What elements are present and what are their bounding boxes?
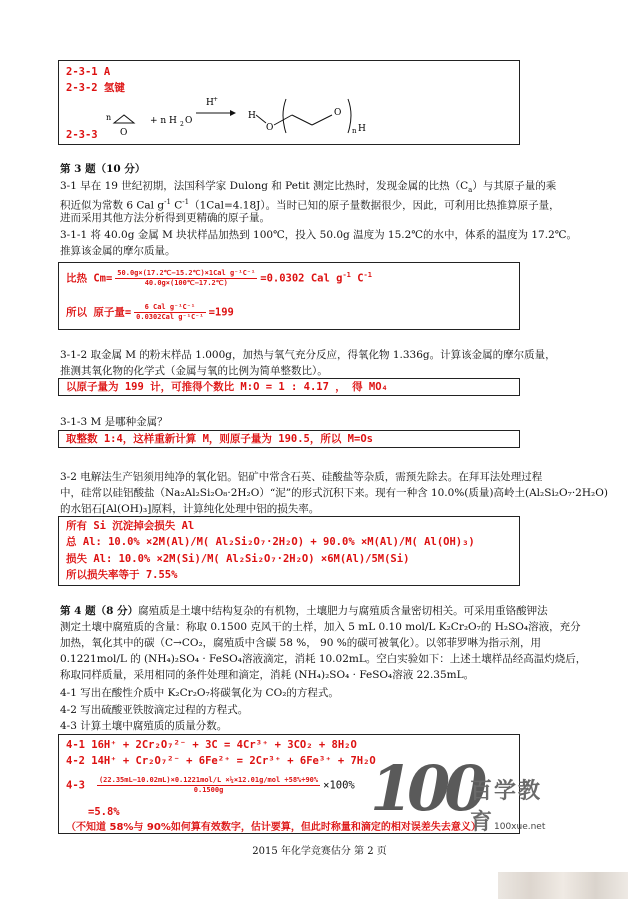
q32-p3: 的水铝石[Al(OH)₃]原料，计算纯化处理中铝的损失率。 <box>60 503 320 515</box>
q4-1-question: 4-1 写出在酸性介质中 K₂Cr₂O₇将碳氧化为 CO₂的方程式。 <box>60 687 339 699</box>
answer-4-3: 4-3 $\frac{\text{(22.35mL−10.02mL)×0.1221mol/L ×¼×12.01g/mol ÷58\%÷90\%}}{0.1500g}$ ×100% <box>66 776 355 794</box>
q4-p5: 称取同样质量，采用相同的条件处理和滴定，消耗 (NH₄)₂SO₄ · FeSO₄溶液 22.35mL。 <box>60 669 475 681</box>
q3-p2: 积近似为常数 6 Cal $g^{-1}$ $C^{-1}(1Cal=4.18J)$。当时已知的原子量数据很少，因此，可利用比热推算原子量， <box>60 198 560 212</box>
answer-3-1-3: 取整数 1:4，这样重新计算 M，则原子量为 190.5，所以 M=Os <box>66 433 373 445</box>
polymerization-equation <box>100 93 420 145</box>
svg-text:O: O <box>185 116 193 126</box>
page-footer: 2015 年化学竞赛估分 第 2 页 <box>252 846 387 857</box>
svg-text:+: + <box>213 96 219 103</box>
q313-p1: 3-1-3 M 是哪种金属？ <box>60 416 168 428</box>
q3-p3: 进而采用其他方法分析得到更精确的原子量。 <box>60 212 270 224</box>
q4-p4: 0.1221mol/L 的 (NH₄)₂SO₄ · FeSO₄溶液滴定，消耗 10.02mL。空白实验如下：上述土壤样品经高温灼烧后， <box>60 653 587 665</box>
svg-text:H: H <box>358 124 366 134</box>
answer-3-2-line3: 损失 Al: 10.0% ×2M(Si)/M( Al₂Si₂O₇·2H₂O) ×6M(Al)/5M(Si) <box>66 553 410 565</box>
answer-3-1-1-line1: 比热 Cm= $\frac{\text{50.0g×(17.2℃−15.2℃)×1Cal g⁻¹C⁻¹}}{40.0g\times(100℃-17.2℃)}$ =0.0302 Cal $g^{-1}$ $C^{-1}$ <box>66 269 372 287</box>
answer-3-1-2: 以原子量为 199 计，可推得个数比 M:O = 1 : 4.17 ， 得 MO₄ <box>66 381 388 393</box>
answer-4-1: 4-1 16H⁺ + 2Cr₂O₇²⁻ + 3C = 4Cr³⁺ + 3CO₂ + 8H₂O <box>66 739 357 751</box>
q4-p2: 测定土壤中腐殖质的含量：称取 0.1500 克风干的土样，加入 5 mL 0.10 mol/L K₂Cr₂O₇的 H₂SO₄溶液，充分 <box>60 621 581 633</box>
answer-2-3-1: 2-3-1 A <box>66 66 111 78</box>
q3-p5: 推算该金属的摩尔质量。 <box>60 245 176 257</box>
logo-url: 100xue.net <box>494 822 546 832</box>
q4-3-question: 4-3 计算土壤中腐殖质的质量分数。 <box>60 720 228 732</box>
q4-title: 第 4 题（8 分） <box>60 605 139 617</box>
answer-2-3-2: 2-3-2 氢键 <box>66 82 125 94</box>
logo-number: 100 <box>370 752 482 825</box>
svg-text:O: O <box>266 123 274 133</box>
answer-3-2-line1: 所有 Si 沉淀掉会损失 Al <box>66 520 195 532</box>
svg-text:n: n <box>352 127 357 135</box>
answer-4-3-result: =5.8% <box>88 806 120 818</box>
q4-p3: 加热，氧化其中的碳（C→CO₂，腐殖质中含碳 58 %， 90 %的碳可被氧化）。以邻菲罗啉为指示剂，用 <box>60 637 541 649</box>
water-text: + n H <box>150 116 177 126</box>
answer-3-2-line4: 所以损失率等于 7.55% <box>66 569 178 581</box>
watermark-logo <box>364 752 564 842</box>
q32-p1: 3-2 电解法生产铝须用纯净的氧化铝。铝矿中常含石英、硅酸盐等杂质，需预先除去。在拜耳法处理过程 <box>60 471 543 483</box>
svg-text:2: 2 <box>180 121 184 128</box>
q32-p2: 中，硅常以硅铝酸盐（Na₂Al₂Si₂O₈·2H₂O）“泥”的形式沉积下来。现有一种含 10.0%(质量)高岭土(Al₂Si₂O₇·2H₂O) <box>60 487 608 499</box>
q4-2-question: 4-2 写出硫酸亚铁胺滴定过程的方程式。 <box>60 704 249 716</box>
corner-blur <box>498 872 628 899</box>
q4-p1: 第 4 题（8 分）腐殖质是土壤中结构复杂的有机物，土壤肥力与腐殖质含量密切相关。可采用重铬酸钾法 <box>60 605 548 617</box>
svg-text:O: O <box>334 108 342 118</box>
q3-title: 第 3 题（10 分） <box>60 163 146 175</box>
answer-3-1-1-line2: 所以 原子量= $\frac{\text{6 Cal g⁻¹C⁻¹}}{\text{0.0302Cal g⁻¹C⁻¹}}$ =199 <box>66 303 234 321</box>
answer-4-2: 4-2 14H⁺ + Cr₂O₇²⁻ + 6Fe²⁺ = 2Cr³⁺ + 6Fe³⁺ + 7H₂O <box>66 755 376 767</box>
logo-chinese-name: 百学教育 <box>470 779 543 835</box>
catalyst-label: H <box>206 98 214 108</box>
answer-3-2-line2: 总 Al: 10.0% ×2M(Al)/M( Al₂Si₂O₇·2H₂O) + 90.0% ×M(Al)/M( Al(OH)₃) <box>66 536 475 548</box>
svg-text:H: H <box>248 111 256 121</box>
n-coefficient: n <box>106 113 112 122</box>
q312-p2: 推测其氧化物的化学式（金属与氧的比例为简单整数比）。 <box>60 365 328 377</box>
q3-p4: 3-1-1 将 40.0g 金属 M 块状样品加热到 100℃，投入 50.0g 温度为 15.2℃的水中，体系的温度为 17.2℃。 <box>60 229 578 241</box>
epoxide-o: O <box>120 128 128 138</box>
answer-2-3-3-label: 2-3-3 <box>66 129 98 141</box>
answer-4-3-note: （不知道 58%与 90%如何算有效数字，估计要算，但此时称量和滴定的相对误差失去意义） <box>66 822 481 833</box>
q312-p1: 3-1-2 取金属 M 的粉末样品 1.000g，加热与氧气充分反应，得氧化物 1.336g。计算该金属的摩尔质量， <box>60 349 556 361</box>
q3-p1: 3-1 早在 19 世纪初期，法国科学家 Dulong 和 Petit 测定比热时，发现金属的比热$(C_a)$与其原子量的乘 <box>60 180 557 195</box>
